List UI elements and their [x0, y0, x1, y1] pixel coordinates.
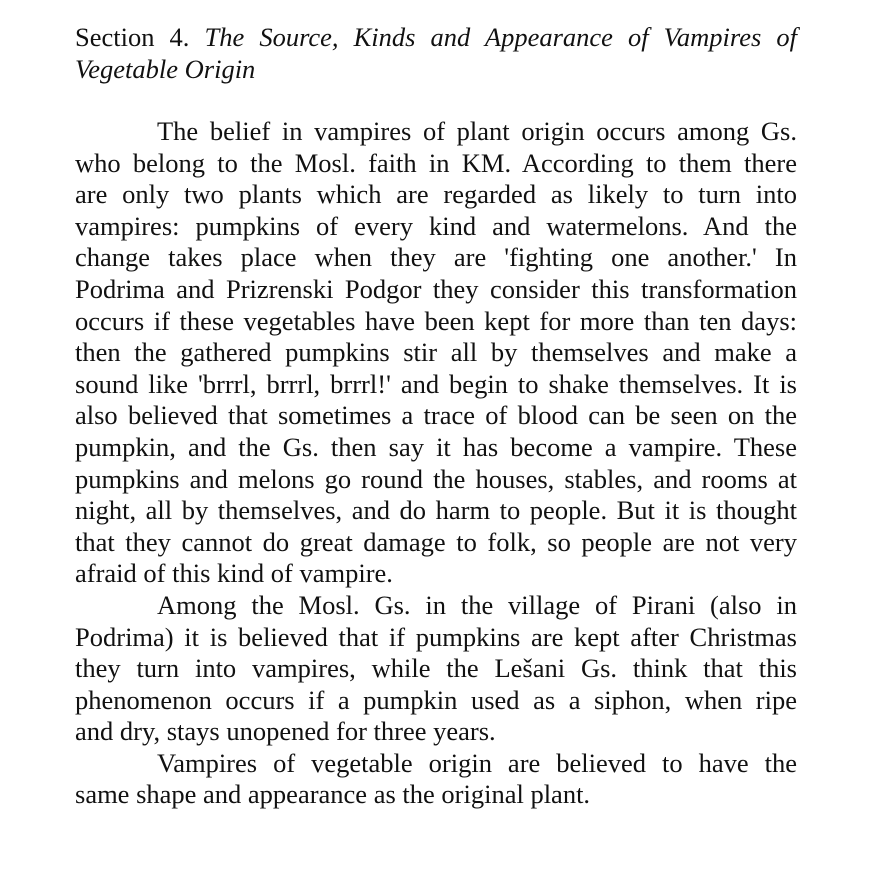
section-heading-line-1 — [75, 22, 797, 54]
text-line: also believed that sometimes a trace of blood can be seen on the — [75, 400, 797, 431]
text-line: that they cannot do great damage to folk, so people are not very — [75, 526, 797, 557]
text-line: Vampires of vegetable origin are believed to have the — [157, 747, 797, 778]
text-line: then the gathered pumpkins stir all by themselves and make a — [75, 337, 797, 368]
text-line: they turn into vampires, while the Lešani Gs. think that this — [75, 653, 797, 684]
paragraph-pirani — [75, 590, 797, 748]
section-title: The Source, Kinds and Appearance of Vampires of — [204, 22, 798, 52]
text-line: same shape and appearance as the original plant. — [75, 779, 591, 810]
text-line: who belong to the Mosl. faith in KM. According to them there — [75, 147, 797, 178]
text-line: and dry, stays unopened for three years. — [75, 716, 496, 747]
text-line: Podrima) it is believed that if pumpkins are kept after Christmas — [75, 621, 797, 652]
text-line: occurs if these vegetables have been kept for more than ten days: — [75, 305, 797, 336]
text-line: vampires: pumpkins of every kind and watermelons. And the — [75, 210, 797, 241]
section-body — [75, 116, 797, 811]
text-line: sound like 'brrrl, brrrl, brrrl!' and begin to shake themselves. It is — [75, 368, 797, 399]
text-line: phenomenon occurs if a pumpkin used as a siphon, when ripe — [75, 684, 797, 715]
paragraph-plant-origin — [75, 116, 797, 590]
text-line: The belief in vampires of plant origin occurs among Gs. — [157, 116, 797, 146]
text-line: Podrima and Prizrenski Podgor they consider this transformation — [75, 273, 797, 304]
text-line: pumpkins and melons go round the houses, stables, and rooms at — [75, 463, 797, 494]
section-label: Section 4. — [75, 22, 190, 52]
section-heading — [75, 22, 797, 85]
text-line: afraid of this kind of vampire. — [75, 558, 393, 589]
text-line: change takes place when they are 'fighting one another.' In — [75, 242, 797, 273]
section-title-continued: Vegetable Origin — [75, 53, 256, 84]
document-page — [75, 22, 797, 811]
text-line: Among the Mosl. Gs. in the village of Pirani (also in — [157, 589, 797, 620]
text-line: are only two plants which are regarded as likely to turn into — [75, 179, 797, 210]
paragraph-appearance — [75, 748, 797, 811]
text-line: pumpkin, and the Gs. then say it has become a vampire. These — [75, 431, 797, 462]
text-line: night, all by themselves, and do harm to people. But it is thought — [75, 495, 797, 526]
